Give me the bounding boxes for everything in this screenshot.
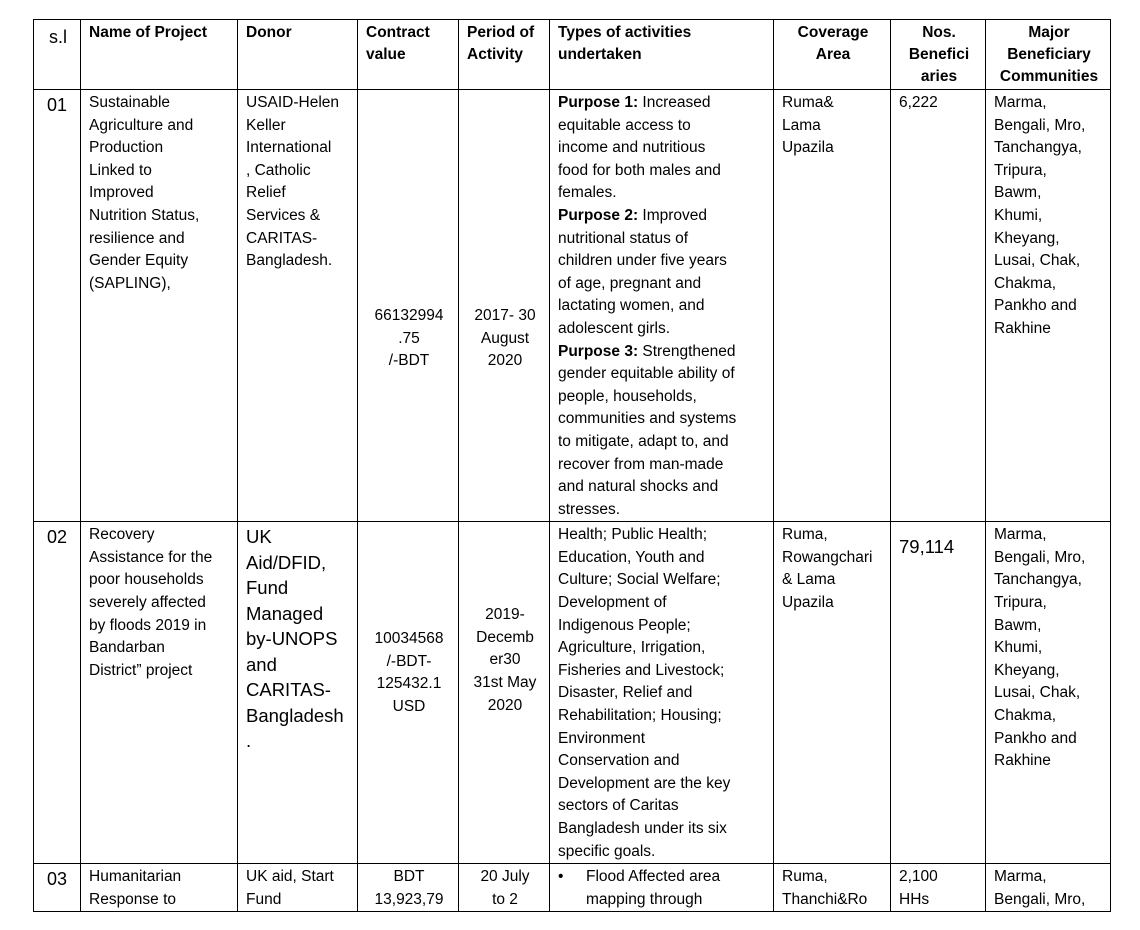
- bullet-icon: •: [558, 868, 564, 886]
- period-text: 2017- 30 August 2020: [474, 307, 536, 370]
- beneficiaries-count: 79,114: [891, 522, 986, 864]
- period-of-activity: [459, 90, 550, 522]
- table-row: [34, 90, 1111, 522]
- period-of-activity: [459, 522, 550, 864]
- beneficiaries-count: 6,222: [891, 90, 986, 522]
- table-row: [34, 864, 1111, 912]
- activities-bullet-list: [558, 866, 767, 911]
- header-donor: Donor: [238, 20, 358, 90]
- purpose-1-text: Increased equitable access to income and nutritious food for both males and females.: [558, 94, 721, 202]
- coverage-area: Ruma, Rowangchari & Lama Upazila: [774, 522, 891, 864]
- donor: USAID-Helen Keller International , Catholic Relief Services & CARITAS- Bangladesh.: [238, 90, 358, 522]
- row-sl: 02: [34, 522, 81, 864]
- header-name: Name of Project: [81, 20, 238, 90]
- purpose-2: [558, 205, 767, 341]
- bullet-text: Flood Affected area mapping through: [586, 868, 721, 908]
- period-of-activity: 20 July to 2: [459, 864, 550, 912]
- header-contract: Contract value: [358, 20, 459, 90]
- project-name: Recovery Assistance for the poor households severely affected by floods 2019 in Bandarban District” project: [81, 522, 238, 864]
- row-sl: 01: [34, 90, 81, 522]
- coverage-area: Ruma& Lama Upazila: [774, 90, 891, 522]
- header-sl: s.l: [34, 20, 81, 90]
- header-period: Period of Activity: [459, 20, 550, 90]
- donor: UK aid, Start Fund: [238, 864, 358, 912]
- activities-cell: [550, 864, 774, 912]
- beneficiary-communities: Marma, Bengali, Mro, Tanchangya, Tripura, Bawm, Khumi, Kheyang, Lusai, Chak, Chakma, Pankho and Rakhine: [986, 90, 1111, 522]
- activities-cell: [550, 90, 774, 522]
- contract-value-text: 10034568 /-BDT- 125432.1 USD: [374, 630, 444, 716]
- purpose-1: [558, 92, 767, 205]
- table-row: [34, 522, 1111, 864]
- project-name: Humanitarian Response to: [81, 864, 238, 912]
- list-item: [558, 866, 767, 911]
- activities-cell: Health; Public Health; Education, Youth and Culture; Social Welfare; Development of Indigenous People; Agriculture, Irrigation, Fisheries and Livestock; Disaster, Relief and Rehabilitation; Housing; Environment Conservation and Development are the key sectors of Caritas Bangladesh under its six specific goals.: [550, 522, 774, 864]
- contract-value: [358, 90, 459, 522]
- contract-value: [358, 522, 459, 864]
- projects-table: [33, 19, 1111, 912]
- header-activities: Types of activities undertaken: [550, 20, 774, 90]
- purpose-3: [558, 341, 767, 522]
- purpose-3-text: Strengthened gender equitable ability of people, households, communities and systems to mitigate, adapt to, and recover from man-made and natural shocks and stresses.: [558, 342, 737, 518]
- header-beneficiaries: Nos. Benefici aries: [891, 20, 986, 90]
- header-row: [34, 20, 1111, 90]
- beneficiaries-count: 2,100 HHs: [891, 864, 986, 912]
- contract-value: BDT 13,923,79: [358, 864, 459, 912]
- purpose-1-label: Purpose 1:: [558, 94, 639, 111]
- purpose-2-text: Improved nutritional status of children under five years of age, pregnant and lactating women, and adolescent girls.: [558, 206, 727, 337]
- project-name: Sustainable Agriculture and Production Linked to Improved Nutrition Status, resilience and Gender Equity (SAPLING),: [81, 90, 238, 522]
- header-coverage: Coverage Area: [774, 20, 891, 90]
- purpose-3-label: Purpose 3:: [558, 342, 639, 360]
- coverage-area: Ruma, Thanchi&Ro: [774, 864, 891, 912]
- period-text: 2019- Decemb er30 31st May 2020: [473, 606, 537, 714]
- donor: UK Aid/DFID, Fund Managed by-UNOPS and CARITAS- Bangladesh .: [238, 522, 358, 864]
- row-sl: 03: [34, 864, 81, 912]
- contract-value-text: 66132994 .75 /-BDT: [374, 307, 444, 370]
- purpose-2-label: Purpose 2:: [558, 206, 639, 224]
- beneficiary-communities: Marma, Bengali, Mro, Tanchangya, Tripura, Bawm, Khumi, Kheyang, Lusai, Chak, Chakma, Pankho and Rakhine: [986, 522, 1111, 864]
- beneficiary-communities: Marma, Bengali, Mro,: [986, 864, 1111, 912]
- header-communities: Major Beneficiary Communities: [986, 20, 1111, 90]
